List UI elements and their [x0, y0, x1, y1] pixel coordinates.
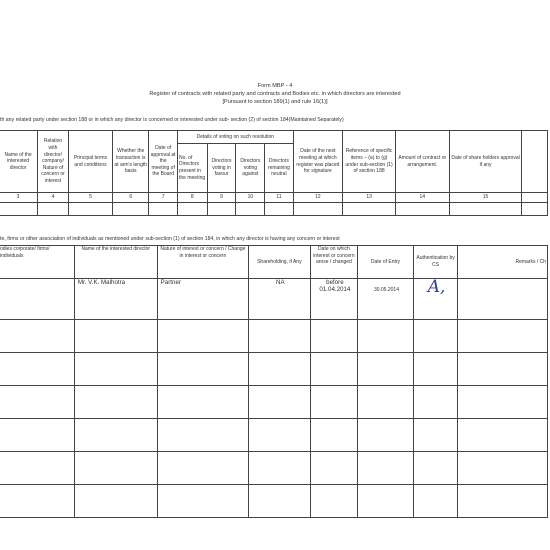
form-title: Form MBP - 4: [257, 83, 293, 89]
entry-date-of-entry: 30.05.2014: [358, 279, 413, 320]
col-number: [522, 193, 548, 203]
col-extra: [522, 131, 548, 193]
entry-nature: Partner: [157, 279, 249, 320]
column-number-row: [0, 193, 548, 203]
col-number: 7: [149, 193, 178, 203]
part-b-caption: te, firms or other association of individuals as mentioned under sub-section (1) of section 184, in which any director is having any concern or interest: [0, 236, 340, 242]
col-voting-group: Details of voting on such resolution: [178, 131, 294, 144]
related-party-contracts-table: [0, 130, 548, 216]
col-arms-length: Whether the transaction is at arm's length basis: [113, 131, 149, 193]
col-number: 8: [178, 193, 208, 203]
col-number: 15: [449, 193, 522, 203]
col-next-meeting: Date of the next meeting at which register was placed for signature: [293, 131, 343, 193]
col-date-entry: Date of Entry: [358, 246, 413, 279]
table-row: [0, 353, 548, 386]
col-date-arose: Date on which interest or concern arose / changed: [310, 246, 358, 279]
table-row: [0, 279, 548, 320]
col-voting-present: No. of Directors present in the meeting: [178, 144, 208, 193]
form-subtitle: Register of contracts with related party and contracts and Bodies etc. in which directors are interested: [149, 91, 401, 97]
table-row: [0, 485, 548, 518]
col-principal-terms: Principal terms and conditions: [68, 131, 112, 193]
col-number: 4: [38, 193, 69, 203]
interest-register-table: [0, 245, 548, 518]
header-row: [0, 246, 548, 279]
col-number: 3: [0, 193, 38, 203]
signature: A,: [427, 278, 446, 297]
col-remarks: Remarks / Ch: [458, 246, 548, 279]
col-number: 10: [236, 193, 265, 203]
entry-date-arose: before 01.04.2014: [310, 279, 358, 320]
col-number: 11: [265, 193, 293, 203]
col-voting-neutral: Directors remaining neutral: [265, 144, 293, 193]
col-relation: Relation with director/ company/ Nature of concern or interest: [38, 131, 69, 193]
header-row: [0, 131, 548, 144]
entry-authentication-signature: [413, 279, 458, 320]
col-number: 6: [113, 193, 149, 203]
entry-shareholding: NA: [249, 279, 310, 320]
col-shareholding: Shareholding, if Any: [249, 246, 310, 279]
col-number: 13: [343, 193, 396, 203]
entry-director-name: Mr. V.K. Malhotra: [74, 279, 157, 320]
table-row: [0, 452, 548, 485]
part-a-caption: th any related party under section 188 or in which any director is concerned or interested under sub- section (2) of section 184(Maintained Separately): [0, 117, 344, 123]
col-nature: Nature of interest or concern / Change in interest or concern: [157, 246, 249, 279]
col-amount: Amount of contract or arrangement.: [395, 131, 449, 193]
col-bodies: odies corporate/ firms/ individuals: [0, 246, 74, 279]
col-name: Name of the interested director: [0, 131, 38, 193]
col-director-name: Name of the interested director: [74, 246, 157, 279]
col-voting-favour: Directors voting in favour: [207, 144, 236, 193]
col-number: 12: [293, 193, 343, 203]
col-share-holders: Date of share holders approval if any: [449, 131, 522, 193]
table-row: [0, 320, 548, 353]
col-voting-against: Directors voting against: [236, 144, 265, 193]
col-reference: Reference of specific items – (a) to (g) under sub-section (1) of section 188: [343, 131, 396, 193]
table-row: [0, 203, 548, 216]
col-number: 9: [207, 193, 236, 203]
table-row: [0, 419, 548, 452]
col-number: 5: [68, 193, 112, 203]
col-number: 14: [395, 193, 449, 203]
col-date-approval: Date of approval at the meeting of the Board: [149, 131, 178, 193]
col-authentication: Authentication by CS: [413, 246, 458, 279]
form-pursuant: [Pursuant to section 189(1) and rule 16(1)]: [222, 99, 328, 105]
table-row: [0, 386, 548, 419]
